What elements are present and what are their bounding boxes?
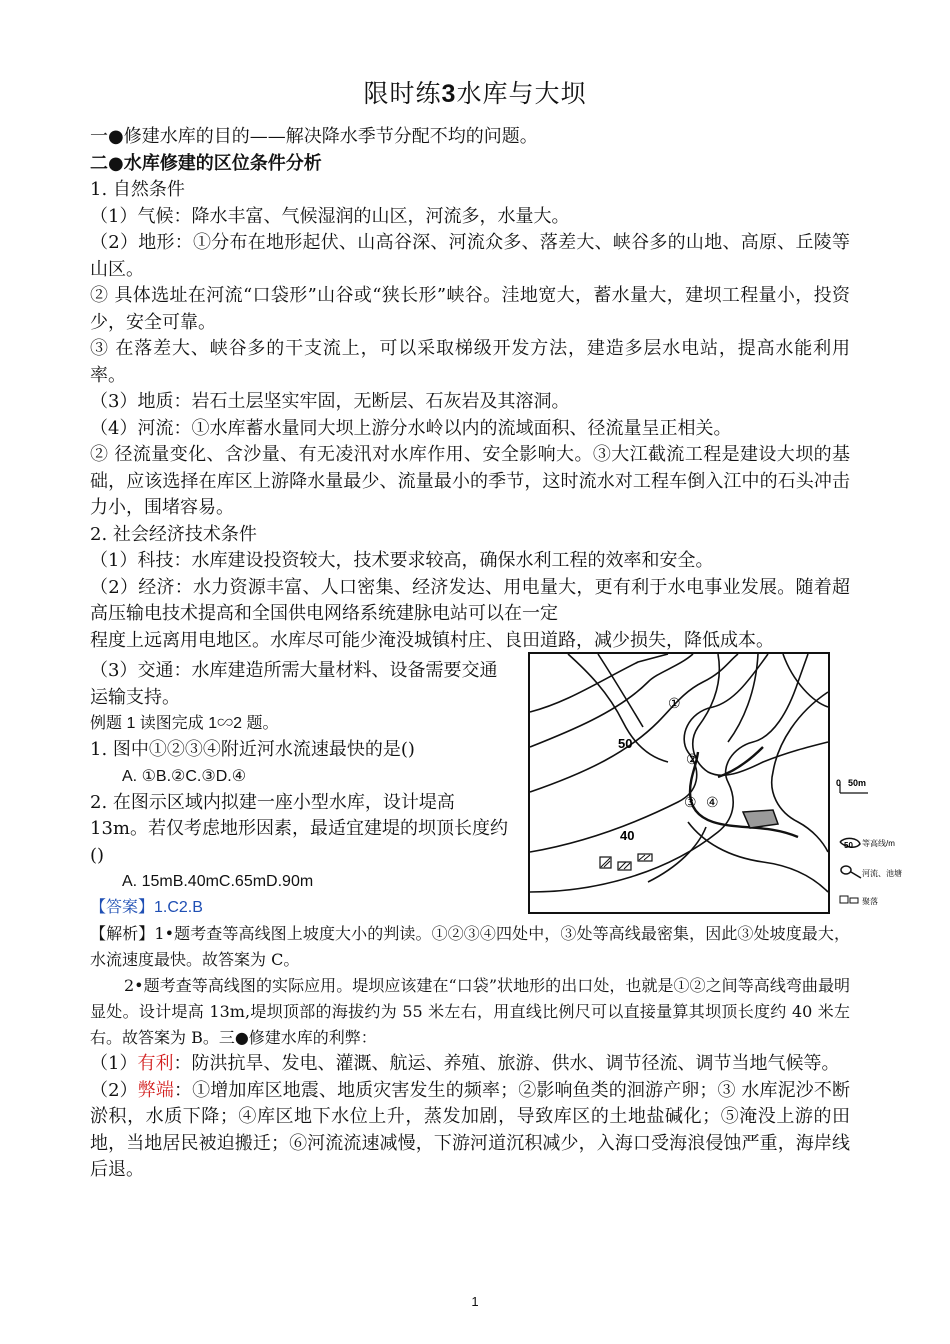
question-1-options: A. ①B.②C.③D.④ (122, 767, 247, 785)
geology-paragraph: （3）地质：岩石土层坚实牢固，无断层、石灰岩及其溶洞。 (90, 391, 570, 412)
answer-line: 【答案】1.C2.B (90, 899, 203, 916)
scale-label: 50m (848, 778, 867, 788)
question-2: 2. 在图示区域内拟建一座小型水库，设计堤高 13m。若仅考虑地形因素，最适宜建堤的坝顶长度约() (90, 791, 508, 866)
contour-label-50: 50 (618, 736, 633, 751)
contour-map (528, 652, 902, 914)
marker-2: ② (686, 752, 699, 768)
example-intro: 例题 1 读图完成 1∽2 题。 (90, 715, 279, 732)
cons-label: 弊端 (137, 1079, 175, 1101)
climate-paragraph: （1）气候：降水丰富、气候湿润的山区，河流多，水量大。 (90, 205, 570, 227)
page-number: 1 (471, 1294, 479, 1309)
cons-paragraph: （2）弊端：①增加库区地震、地质灾害发生的频率；②影响鱼类的洄游产卵；③ 水库泥沙不断淤积，水质下降；④库区地下水位上升，蒸发加剧，导致库区的土地盐碱化；⑤淹没上游的田地，当地居民被迫搬迁；⑥河流流速减慢，下游河道沉积减少，入海口受海浪侵蚀严重，海岸线后退。 (90, 1079, 851, 1180)
traffic-paragraph: （3）交通：水库建造所需大量材料、设备需要交通运输支持。 (90, 660, 498, 708)
scale-zero: 0 (836, 778, 842, 788)
section-2-heading: 二●水库修建的区位条件分析 (90, 152, 322, 174)
river-paragraph-2: ② 径流量变化、含沙量、有无凌汛对水库作用、安全影响大。③大江截流工程是建设大坝的基础，应该选择在库区上游降水量最少、流量最小的季节，这时流水对工程车倒入江中的石头冲击力小，围堵容易。 (90, 444, 850, 518)
question-2-options: A. 15mB.40mC.65mD.90m (122, 873, 314, 890)
marker-1: ① (668, 696, 681, 712)
legend-contour: 等高线/m (862, 839, 895, 848)
contour-label-40: 40 (620, 828, 635, 843)
legend-river: 河流、池塘 (862, 869, 902, 878)
pros-paragraph: （1）有利：防洪抗旱、发电、灌溉、航运、养殖、旅游、供水、调节径流、调节当地气候等。 (90, 1053, 840, 1074)
contour-lines (530, 654, 828, 892)
economy-paragraph: （2）经济：水力资源丰富、人口密集、经济发达、用电量大，更有利于水电事业发展。随着超高压输电技术提高和全国供电网络系统建脉电站可以在一定 (90, 576, 850, 624)
question-1: 1. 图中①②③④附近河水流速最快的是() (90, 739, 415, 760)
river (690, 747, 798, 837)
example-text (90, 658, 515, 921)
legend-village: 聚落 (862, 897, 878, 906)
page-title: 限时练3水库与大坝 (363, 79, 587, 108)
marker-3: ③ (684, 795, 697, 811)
terrain-paragraph-3: ③ 在落差大、峡谷多的干支流上，可以采取梯级开发方法，建造多层水电站，提高水能利用率。 (90, 338, 850, 386)
tech-paragraph: （1）科技：水库建设投资较大，技术要求较高，确保水利工程的效率和安全。 (90, 550, 714, 571)
terrain-paragraph-2: ② 具体选址在河流“口袋形”山谷或“狭长形”峡谷。洼地宽大，蓄水量大，建坝工程量小，投资少，安全可靠。 (90, 285, 850, 333)
natural-conditions-heading: 1. 自然条件 (90, 179, 185, 200)
map-frame (529, 653, 829, 913)
terrain-paragraph: （2）地形：①分布在地形起伏、山高谷深、河流众多、落差大、峡谷多的山地、高原、丘陵等山区。 (90, 232, 850, 280)
pros-label: 有利 (137, 1053, 174, 1074)
section-1: 一●修建水库的目的——解决降水季节分配不均的问题。 (90, 126, 538, 147)
river-paragraph: （4）河流：①水库蓄水量同大坝上游分水岭以内的流域面积、径流量呈正相关。 (90, 417, 732, 439)
example-block (90, 658, 902, 921)
document-body (90, 124, 902, 1184)
analysis-1: 【解析】1•题考查等高线图上坡度大小的判读。①②③④四处中，③处等高线最密集，因此③处坡度最大，水流速度最快。故答案为 C。 (90, 924, 850, 969)
economy-paragraph-2: 程度上远离用电地区。水库尽可能少淹没城镇村庄、良田道路，减少损失，降低成本。 (90, 629, 774, 651)
analysis-2: 2•题考查等高线图的实际应用。堤坝应该建在“口袋”状地形的出口处，也就是①②之间等高线弯曲最明显处。设计堤高 13m,堤坝顶部的海拔约为 55 米左右，用直线比例尺可以直接量算其坝顶长度约 40 米左右。故答案为 B。三●修建水库的利弊： (90, 976, 850, 1047)
legend-contour-value: 50 (844, 841, 853, 850)
map-legend (836, 778, 902, 906)
pond (743, 810, 778, 828)
socio-economic-heading: 2. 社会经济技术条件 (90, 523, 257, 545)
marker-4: ④ (706, 795, 719, 811)
